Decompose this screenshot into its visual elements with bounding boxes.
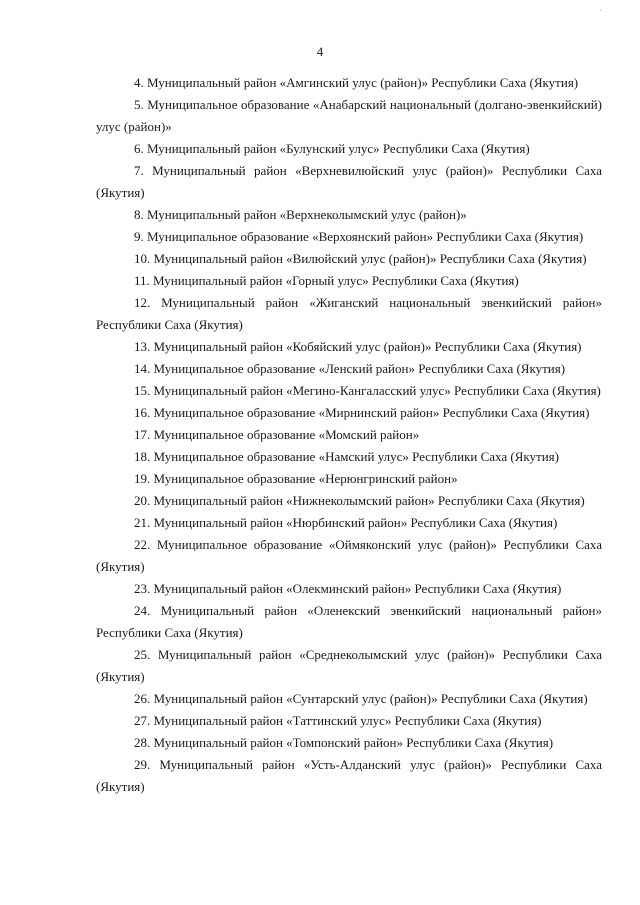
list-item: 8. Муниципальный район «Верхнеколымский улус (район)» [134,207,467,222]
list-item: 18. Муниципальное образование «Намский улус» Республики Саха (Якутия) [134,449,559,464]
list-item: 28. Муниципальный район «Томпонский район» Республики Саха (Якутия) [134,735,554,750]
list-item: 24. Муниципальный район «Оленекский эвенкийский национальный район» Республики Саха (Якутия) [96,603,602,640]
municipality-list [96,72,602,798]
list-item: 26. Муниципальный район «Сунтарский улус (район)» Республики Саха (Якутия) [134,691,588,706]
list-item: 14. Муниципальное образование «Ленский район» Республики Саха (Якутия) [134,361,566,376]
page-number: 4 [316,44,324,59]
list-item: 29. Муниципальный район «Усть-Алданский улус (район)» Республики Саха (Якутия) [96,757,602,794]
list-item: 10. Муниципальный район «Вилюйский улус (район)» Республики Саха (Якутия) [134,251,587,266]
list-item: 21. Муниципальный район «Нюрбинский район» Республики Саха (Якутия) [134,515,558,530]
list-item: 5. Муниципальное образование «Анабарский национальный (долгано-эвенкийский) улус (район)» [96,97,602,134]
list-item: 13. Муниципальный район «Кобяйский улус (район)» Республики Саха (Якутия) [134,339,582,354]
list-item: 6. Муниципальный район «Булунский улус» Республики Саха (Якутия) [134,141,530,156]
list-item: 15. Муниципальный район «Мегино-Кангаласский улус» Республики Саха (Якутия) [134,383,601,398]
list-item: 11. Муниципальный район «Горный улус» Республики Саха (Якутия) [134,273,519,288]
list-item: 25. Муниципальный район «Среднеколымский улус (район)» Республики Саха (Якутия) [96,647,602,684]
list-item: 20. Муниципальный район «Нижнеколымский район» Республики Саха (Якутия) [134,493,585,508]
list-item: 7. Муниципальный район «Верхневилюйский улус (район)» Республики Саха (Якутия) [96,163,602,200]
list-item: 4. Муниципальный район «Амгинский улус (район)» Республики Саха (Якутия) [134,75,579,90]
corner-mark: · [599,6,602,15]
list-item: 9. Муниципальное образование «Верхоянский район» Республики Саха (Якутия) [134,229,584,244]
list-item: 22. Муниципальное образование «Оймяконский улус (район)» Республики Саха (Якутия) [96,537,602,574]
list-item: 17. Муниципальное образование «Момский район» [134,427,420,442]
list-item: 27. Муниципальный район «Таттинский улус» Республики Саха (Якутия) [134,713,542,728]
list-item: 23. Муниципальный район «Олекминский район» Республики Саха (Якутия) [134,581,562,596]
list-item: 19. Муниципальное образование «Нерюнгринский район» [134,471,458,486]
list-item: 16. Муниципальное образование «Мирнинский район» Республики Саха (Якутия) [134,405,590,420]
list-item: 12. Муниципальный район «Жиганский национальный эвенкийский район» Республики Саха (Якутия) [96,295,602,332]
